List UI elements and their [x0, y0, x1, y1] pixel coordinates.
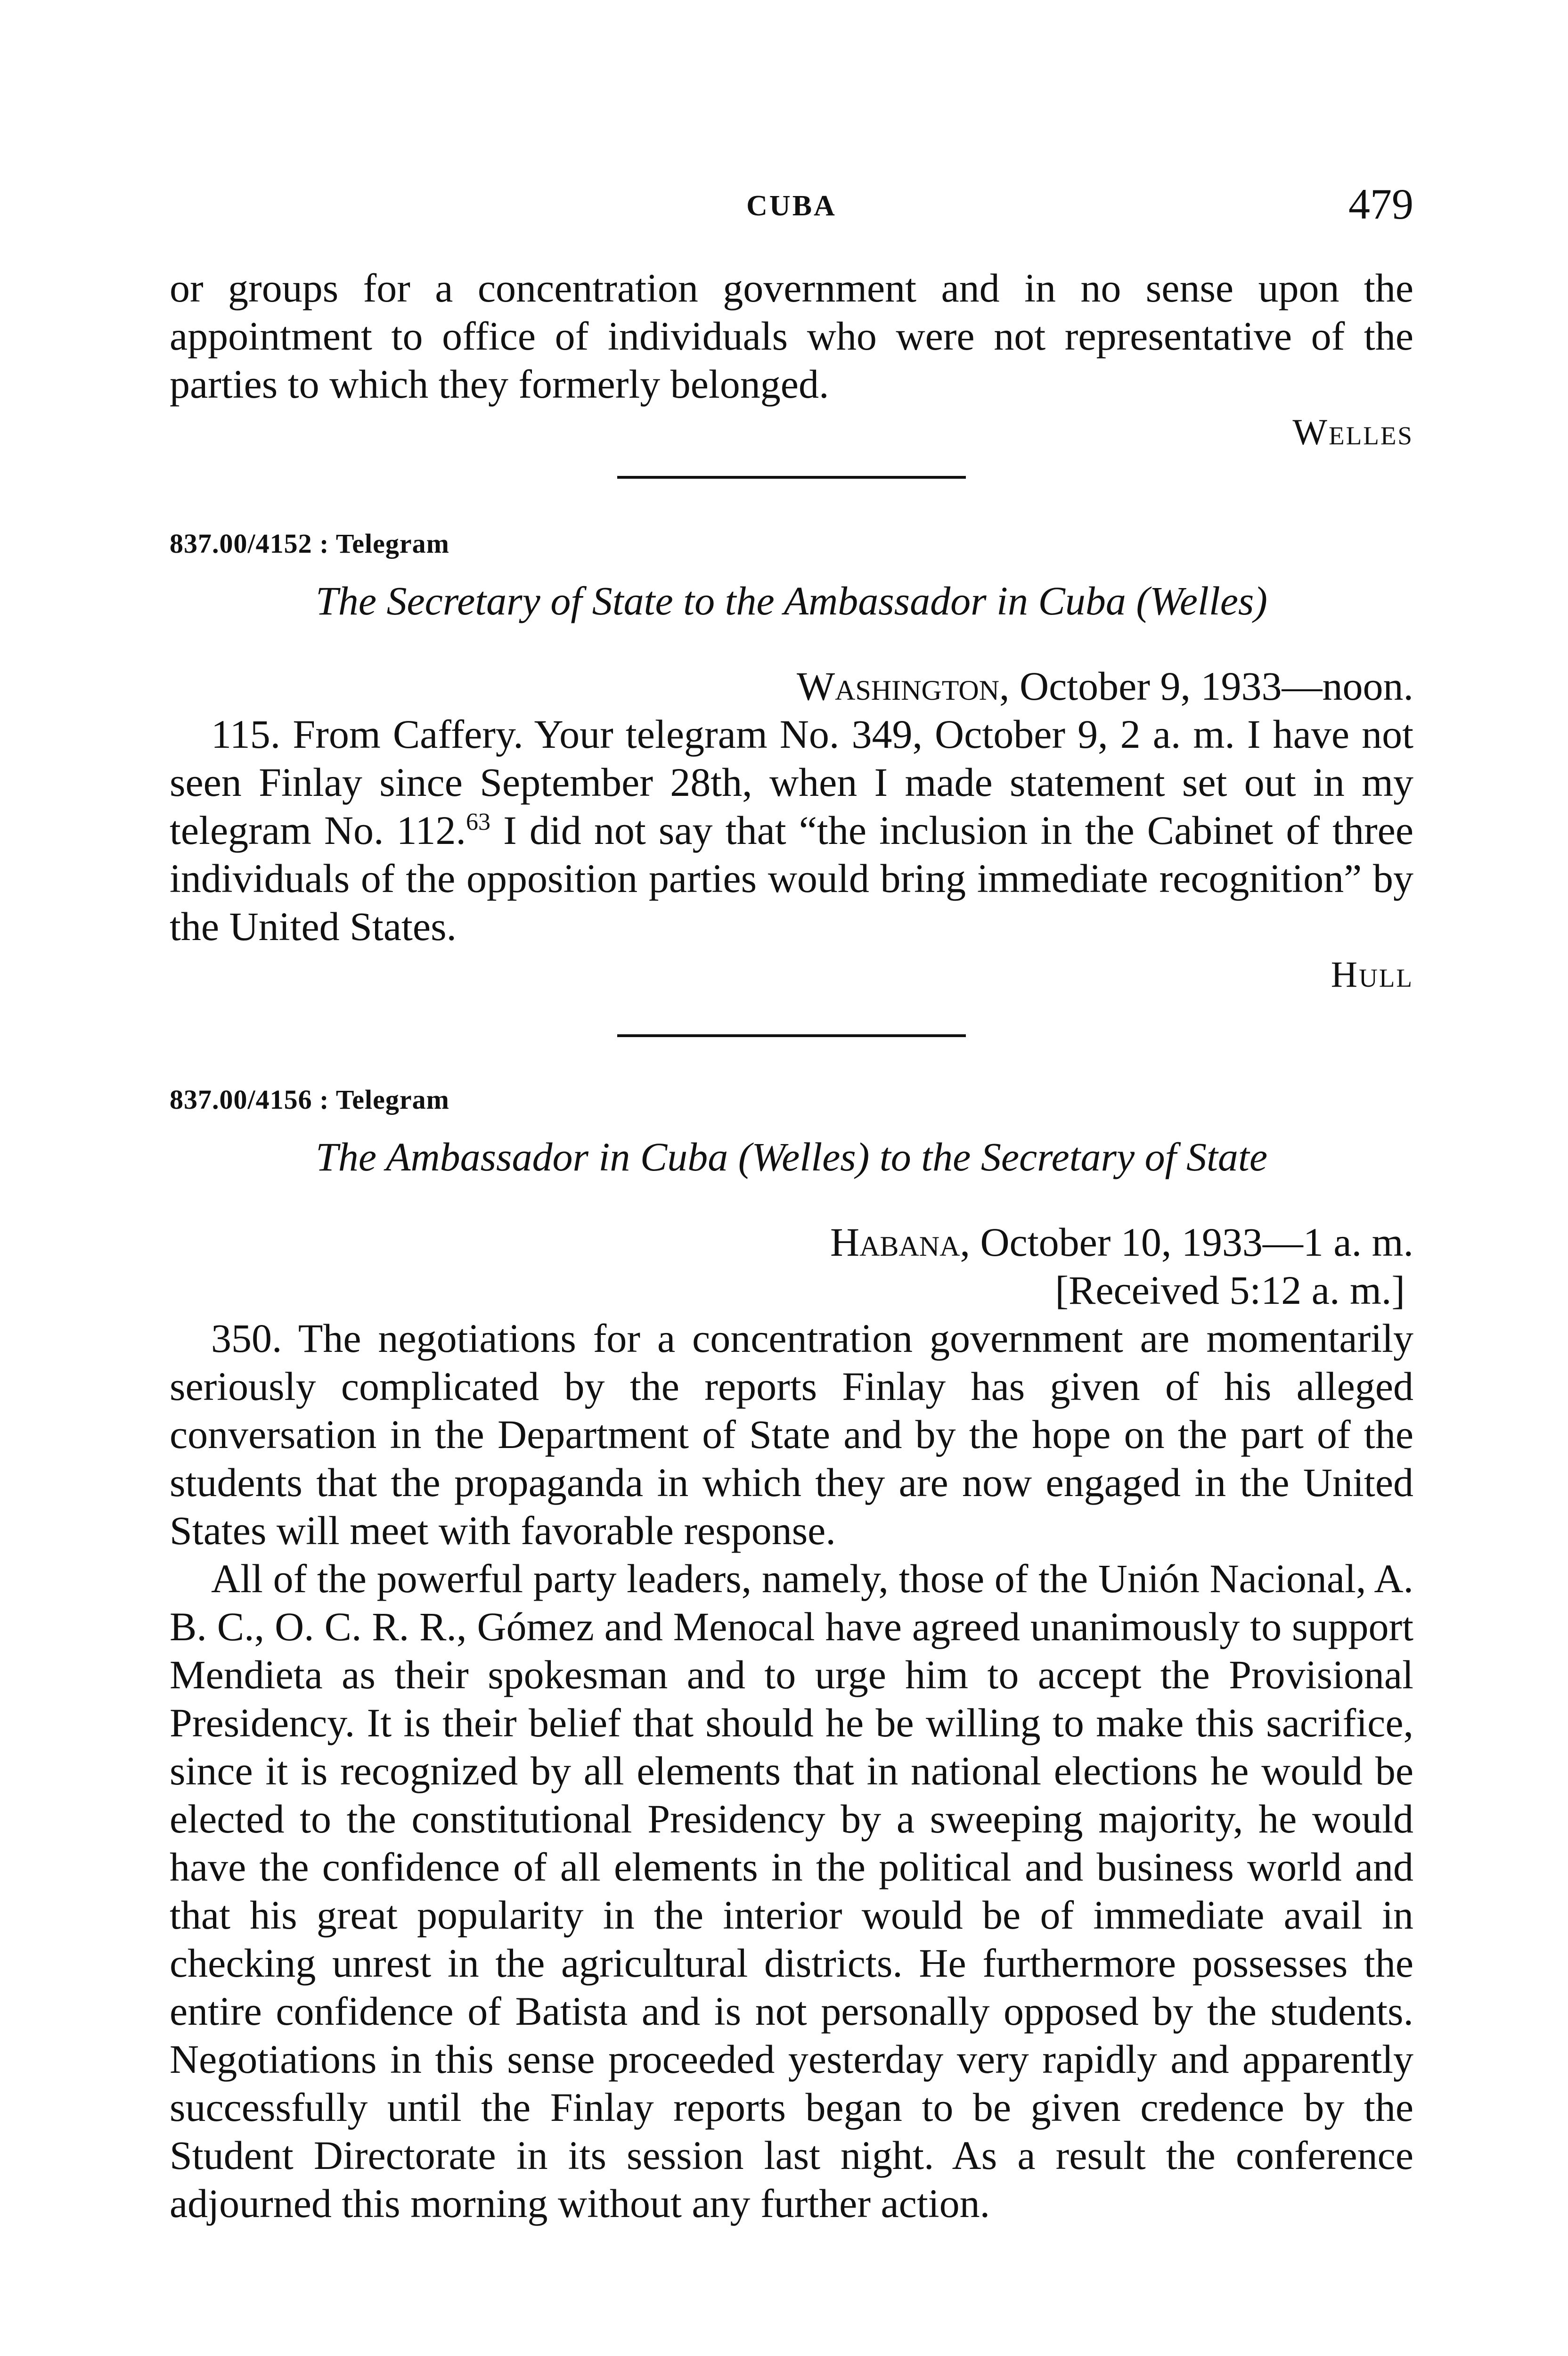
telegram-4152 [170, 528, 1413, 996]
file-id: 837.00/4152 : Telegram [170, 528, 449, 559]
section-divider-1 [170, 476, 1413, 479]
signature-welles: Welles [1292, 411, 1413, 452]
continuation-block [170, 264, 1413, 453]
document-title: The Ambassador in Cuba (Welles) to the Secretary of State [316, 1134, 1267, 1179]
telegram-number: 115. [211, 712, 281, 757]
running-head-title: CUBA [746, 190, 837, 222]
dateline-date: , October 9, 1933—noon. [999, 663, 1413, 709]
telegram-text-a: From Caffery. Your telegram No. 349, October 9, 2 a. m. I have not seen Finlay since September 28th, when I made statement set out in my telegram No. 112. [170, 712, 1413, 853]
received-line: [Received 5:12 a. m.] [1055, 1268, 1405, 1313]
telegram-text-b: I did not say that “the inclusion in the Cabinet of three individuals of the opposition parties would bring immediate recognition” by the United States. [170, 808, 1413, 949]
dateline-date: , October 10, 1933—1 a. m. [960, 1219, 1413, 1265]
running-head [170, 179, 1413, 231]
paragraph-1-text: The negotiations for a concentration government are momentarily seriously complicated by the reports Finlay has given of his alleged conversation in the Department of State and by the hope on the part of the students that the propaganda in which they are now engaged in the United States will meet with favorable response. [170, 1316, 1413, 1553]
file-id: 837.00/4156 : Telegram [170, 1084, 449, 1115]
dateline-place: Habana [830, 1219, 960, 1265]
signature-hull: Hull [1331, 954, 1413, 995]
document-title: The Secretary of State to the Ambassador in Cuba (Welles) [316, 578, 1267, 623]
dateline-place: Washington [796, 663, 1000, 709]
continuation-paragraph: or groups for a concentration government and in no sense upon the appointment to office of individuals who were not representative of the parties to which they formerly belonged. [170, 265, 1413, 407]
dateline [170, 662, 1413, 710]
footnote-reference: 63 [466, 809, 490, 835]
telegram-paragraph-2: All of the powerful party leaders, namely, those of the Unión Nacional, A. B. C., O. C. R. R., Gómez and Menocal have agreed unanimously to support Mendieta as their spokesman and to urge him to accept the Provisional Presidency. It is their belief that should he be willing to make this sacrifice, since it is recognized by all elements that in national elections he would be elected to the constitutional Presidency by a sweeping majority, he would have the confidence of all elements in the political and business world and that his great popularity in the interior would be of immediate avail in checking unrest in the agricultural districts. He furthermore possesses the entire confidence of Batista and is not personally opposed by the students. Negotiations in this sense proceeded yesterday very rapidly and apparently successfully until the Finlay reports began to be given credence by the Student Directorate in its session last night. As a result the conference adjourned this morning without any further action. [170, 1556, 1413, 2226]
section-divider-2 [170, 1034, 1413, 1037]
divider-rule [617, 476, 966, 479]
dateline [170, 1218, 1413, 1266]
page-number: 479 [1348, 180, 1413, 228]
telegram-4156 [170, 1084, 1413, 2227]
telegram-number: 350. [211, 1316, 282, 1361]
telegram-body [170, 710, 1413, 950]
telegram-paragraph-1 [170, 1314, 1413, 1554]
divider-rule [617, 1034, 966, 1037]
document-page [170, 0, 1413, 2356]
